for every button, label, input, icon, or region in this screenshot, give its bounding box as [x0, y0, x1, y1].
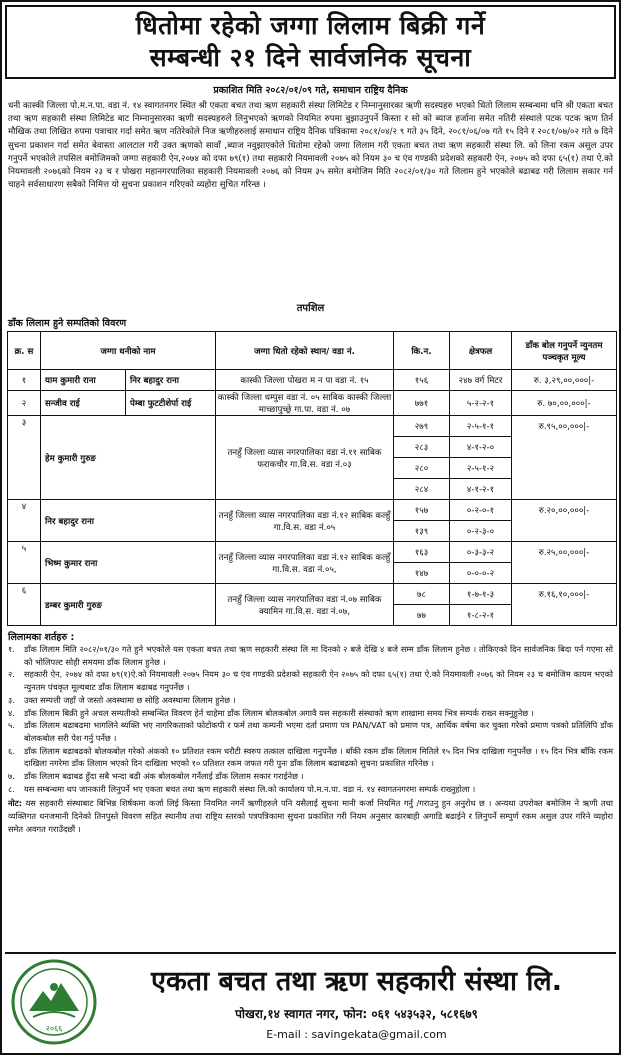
row-price: रु.२०,००,०००|- [512, 500, 617, 542]
row-owner: भिष्म कुमार राना [41, 542, 216, 584]
row-location: तनहुँ जिल्ला व्यास नगरपालिका वडा नं.०७ साबिक क्यामिन गा.वि.स. वडा नं.०७, [216, 584, 394, 626]
row-sn: ३ [8, 416, 41, 500]
row-owner: डम्बर कुमारी गुरुङ [41, 584, 216, 626]
term-item [8, 694, 613, 707]
term-text: उक्त सम्पत्ती जहाँ जे जस्तो अवस्थामा छ सोहि अवस्थामा लिलाम हुनेछ । [24, 694, 236, 705]
term-number: ५. [8, 720, 15, 731]
table-row [8, 416, 617, 437]
term-number: २. [8, 669, 15, 680]
row-area: ४-१-२-० [450, 437, 512, 458]
cooperative-logo-icon [11, 959, 97, 1045]
row-kitta: २८० [394, 458, 450, 479]
row-kitta: १६३ [394, 542, 450, 563]
term-text: डाँक लिलाम बिक्री हुने अचल सम्पतीको सम्बन्धित विवरण हेर्न चाहेमा डाँक लिलाम बोलकबोल अगावै यस सहकारी संस्थाको ऋण शाखामा समय भित्र सम्पर्क राख्न सक्नुहुनेछ । [24, 707, 534, 718]
term-text: डाँक लिलाम बढाबढ हुँदा सबै भन्दा बढी अंक बोलकबोल गर्नेलाई डाँक लिलाम सकार गराईनेछ । [24, 771, 304, 782]
term-item [8, 668, 613, 693]
row-kitta: १४७ [394, 563, 450, 584]
notice-title [5, 5, 616, 79]
term-text: यस सम्बन्धमा थप जानकारी लिनुपर्ने भए एकता बचत तथा ऋण सहकारी संस्था लि.को कार्यालय पो.म.न.पा. वडा नं. १४ स्वागतनगरमा सम्पर्क राख्नुहोला । [24, 783, 476, 794]
row-area: १-८-२-१ [450, 605, 512, 626]
table-row [8, 584, 617, 605]
term-item [8, 770, 613, 783]
table-row [8, 370, 617, 391]
row-area: ०-३-३-२ [450, 542, 512, 563]
header-owner: जग्गा धनीको नाम [41, 332, 216, 370]
terms-title: लिलामका शर्तहरु : [8, 632, 75, 643]
table-title: डाँक लिलाम हुने सम्पतिको विवरण [8, 318, 127, 329]
row-co-owner: निर बहादुर राना [126, 370, 216, 391]
row-kitta: ७८ [394, 584, 450, 605]
term-number: १. [8, 644, 15, 654]
row-kitta: १३९ [394, 521, 450, 542]
row-owner: निर बहादुर राना [41, 500, 216, 542]
row-area: २-५-१-२ [450, 458, 512, 479]
organization-email: E-mail : savingekata@gmail.com [266, 1028, 447, 1041]
row-area: ४-१-२-१ [450, 479, 512, 500]
row-area: ०-०-०-२ [450, 563, 512, 584]
row-location: कास्की जिल्ला धम्पुस वडा नं. ०५ साबिक कास्की जिल्ला माच्छापुच्छ्रे गा.पा. वडा नं. ०७ [216, 391, 394, 416]
row-area: २-५-१-१ [450, 416, 512, 437]
row-kitta: २८३ [394, 437, 450, 458]
row-owner: सन्जीव राई [41, 391, 126, 416]
term-number: ८. [8, 783, 15, 794]
term-number: ३. [8, 694, 15, 705]
title-line-1: धितोमा रहेको जग्गा लिलाम बिक्री गर्ने [135, 11, 486, 40]
row-sn: ४ [8, 500, 41, 542]
header-price: डाँक बोल गनुपर्ने न्युनतम पञ्चकृत मूल्य [512, 332, 617, 370]
footer-text [97, 963, 616, 1041]
term-item [8, 719, 613, 744]
note-text: यस सहकारी संस्थाबाट बिभिन्न शिर्षकमा कर्जा लिई किस्ता नियमित नगर्ने ऋणीहरुले पनि यसैलाई सुचना मानी कर्जा नियमित गर्नु /गराउनु हुन अनुरोध छ । अन्यथा उपरोक्त बमोजिम ने ऋणी तथा व्यक्तिगत धनजमानी दिनेको तिनपुस्ते विवरण सहित स्थानीय तथा राष्ट्रिय स्तरको पत्रपत्रिकामा सुचना प्रकाशित गरी नियम अनुसार कारबाही अगाडि बढाईने र लिनुपर्ने सम्पुर्ण रकम असुल उपर गरिने व्यहोरा समेत अवगत गराउँदछौं । [8, 798, 613, 834]
row-sn: ६ [8, 584, 41, 626]
footer [5, 952, 616, 1050]
table-row [8, 391, 617, 416]
row-co-owner: पेम्बा फुटटीशेर्पा राई [126, 391, 216, 416]
organization-address: पोखरा,१४ स्वागत नगर, फोन: ०६१ ५४३५३२, ५८१६७९ [235, 1007, 478, 1021]
row-kitta: २७९ [394, 416, 450, 437]
row-area: ०-२-०-१ [450, 500, 512, 521]
row-price: रु. ७०,००,०००|- [512, 391, 617, 416]
term-number: ६. [8, 745, 15, 756]
row-area: २४७ वर्ग मिटर [450, 370, 512, 391]
row-price: रु.९५,००,०००|- [512, 416, 617, 500]
header-kitta: कि.न. [394, 332, 450, 370]
row-sn: १ [8, 370, 41, 391]
term-number: ७. [8, 771, 15, 782]
row-owner: याम कुमारी राना [41, 370, 126, 391]
row-kitta: १५७ [394, 500, 450, 521]
note-label: नोट: [8, 798, 23, 809]
row-price: रु.१६,१०,०००|- [512, 584, 617, 626]
row-price: रु.२५,००,०००|- [512, 542, 617, 584]
row-area: १-७-१-३ [450, 584, 512, 605]
row-area: ५-२-२-१ [450, 391, 512, 416]
intro-paragraph: धनी कास्की जिल्ला पो.म.न.पा. वडा नं. १४ स्वागतनगर स्थित श्री एकता बचत तथा ऋण सहकारी संस्था लिमिटेड र निम्नानुसारका ऋणी सदस्यहरु भएको धितो लिलाम सम्बन्धमा धनि श्री एकता बचत तथा ऋण सहकारी संस्था लिमिटेड बाट निम्नानुसारका ऋणी सदस्यहरुले लिनुभएको ऋणको नियमित रुपमा बुझाउनुपर्ने किस्ता र सो को ब्याज हर्जाना समेत नतिरी संस्थाले पटक पटक ऋण तिर्न मौखिक तथा लिखित रुपमा पत्राचार गर्दा समेत ऋण नतिरेकोले निज ऋणीहरुलाई समाधान राष्ट्रिय दैनिक पत्रिकामा २०८१/०४/२ ९ गते ३५ दिने, २०८१/०६/०७ गते १५ दिने र २०८१/०७/०२ गते ७ दिने सुचना प्रकाशन गर्दा समेत बेवास्ता आलटाल गरी उक्त ऋणको सावाँ ,ब्याज नवुझाएकोले धितोमा रहेको जग्गा लिलाम गरी एकता बचत तथा ऋण सहकारी संस्था लि. को लिना रकम असुल उपर गनुपर्ने भएकोले तपसिल बमोजिमको जग्गा सहकारी ऐन,२०७४ को दफा ७९(१) तथा सहकारी नियमावली २०७५ को नियम ३० च एंव गण्डकी प्रदेशको सहकारी ऐन, २०७५ को दफा ६५(१) तथा ऐ.को नियमावली २०७६को नियम २३ च र पोखरा महानगरपालिका सहकारी नियमावली २०७६ को नियम ३५ समेत बमोजिम मिति २०८२/०१/३० गते लिलाम हुने भएकोले बढाबढ गरी लिलाम सकार गर्न चाहने सर्वसाधारण सबैको निमित्त यो सुचना प्रकाशन गरिएको व्यहोरा सुचित गरिन्छ । [8, 101, 614, 191]
row-sn: ५ [8, 542, 41, 584]
table-header-row [8, 332, 617, 370]
row-area: ०-२-३-० [450, 521, 512, 542]
note-paragraph [2, 795, 619, 835]
term-item [8, 783, 613, 796]
term-text: सहकारी ऐन, २०७४ को दफा ७९(१)ऐ.को नियमावली २०७५ नियम ३० च एंव गण्डकी प्रदेशको सहकारी ऐन २०७५ को दफा ६५(१) तथा ऐ.को नियमावली २०७६ को नियम २३ च बमोजिम कायम भएको न्युनतम पंचकृत मूल्यबाट डाँक लिलाम बढाबढ गनुपर्नेछ । [24, 669, 613, 693]
term-text: डाँक लिलाम मिति २०८२/०१/३० गते हुने भएकोले यस एकता बचत तथा ऋण सहकारी संस्था लि मा दिनको २ बजे देखि ४ बजे सम्म डाँक लिलाम हुनेछ । तोकिएको दिन सार्वजनिक बिदा पर्न गएमा सो को भोलिपल्ट सोही समयमा डाँक लिलाम हुनेछ । [24, 644, 613, 667]
row-kitta: ७७ [394, 605, 450, 626]
organization-name: एकता बचत तथा ऋण सहकारी संस्था लि. [151, 966, 562, 997]
row-sn: २ [8, 391, 41, 416]
header-sn: क्र. स [8, 332, 41, 370]
row-price: रु. ३,२९,००,०००|- [512, 370, 617, 391]
term-text: डाँक लिलाम बढाबढमा भागलिने ब्यक्ति भए नागरिकताको फोटोकपी र फर्म तथा कम्पनी भएमा दर्ता प्रमाण पत्र PAN/VAT को प्रमाण पत्र, आर्थिक वर्षमा कर चुक्ता गरेको प्रमाण पत्रको प्रतिलिपि डाँक बोलकबोल सरी पेश गर्नु पर्नेछ । [24, 720, 613, 743]
row-kitta: ७७१ [394, 391, 450, 416]
publication-date: प्रकाशित मिति २०८२/०१/०९ गते, समाधान राष्ट्रिय दैनिक [213, 85, 408, 96]
term-item [8, 745, 613, 770]
header-location: जग्गा धितो रहेको स्थान/ वडा नं. [216, 332, 394, 370]
header-area: क्षेत्रफल [450, 332, 512, 370]
term-number: ४. [8, 707, 15, 718]
term-item [8, 643, 613, 668]
row-location: तनहुँ जिल्ला व्यास नगरपालिका वडा नं.१२ साबिक कल्हुँ गा.वि.स. वडा नं.०५, [216, 542, 394, 584]
term-text: डाँक लिलाम बढाबढको बोलकबोल गरेको अंकको १० प्रतिशत रकम धरौटी स्वरुप तत्काल दाखिला गनुपर्नेछ । बाँकी रकम डाँक लिलाम मितिले १५ दिन भित्र दाखिला गनुपर्नेछ । १५ दिन भित्र बाँकि रकम दाखिला नगरेमा डाँक लिलाम भएको दिन दाखिला भएको १० प्रतिशत रकम जफत गरी पुनः डाँक लिलाम बढाबढको सुचना प्रकाशित गरिनेछ । [24, 745, 613, 769]
term-item [8, 707, 613, 720]
table-row [8, 542, 617, 563]
row-location: कास्की जिल्ला पोखरा म न पा वडा नं. १५ [216, 370, 394, 391]
details-heading: तपशिल [296, 303, 325, 314]
auction-terms [2, 626, 619, 795]
row-location: तनहुँ जिल्ला व्यास नगरपालिका वडा नं.११ साबिक फराकचौर गा.वि.स. वडा नं.०३ [216, 416, 394, 500]
row-kitta: १५६ [394, 370, 450, 391]
row-owner: हेम कुमारी गुरुङ [41, 416, 216, 500]
row-location: तनहुँ जिल्ला व्यास नगरपालिका वडा नं.१२ साबिक कल्हुँ गा.वि.स. वडा नं.०५ [216, 500, 394, 542]
property-table [7, 331, 617, 626]
logo-year: २०६६ [45, 1024, 63, 1033]
row-kitta: २८४ [394, 479, 450, 500]
table-row [8, 500, 617, 521]
title-line-2: सम्बन्धी २१ दिने सार्वजनिक सूचना [149, 43, 472, 72]
